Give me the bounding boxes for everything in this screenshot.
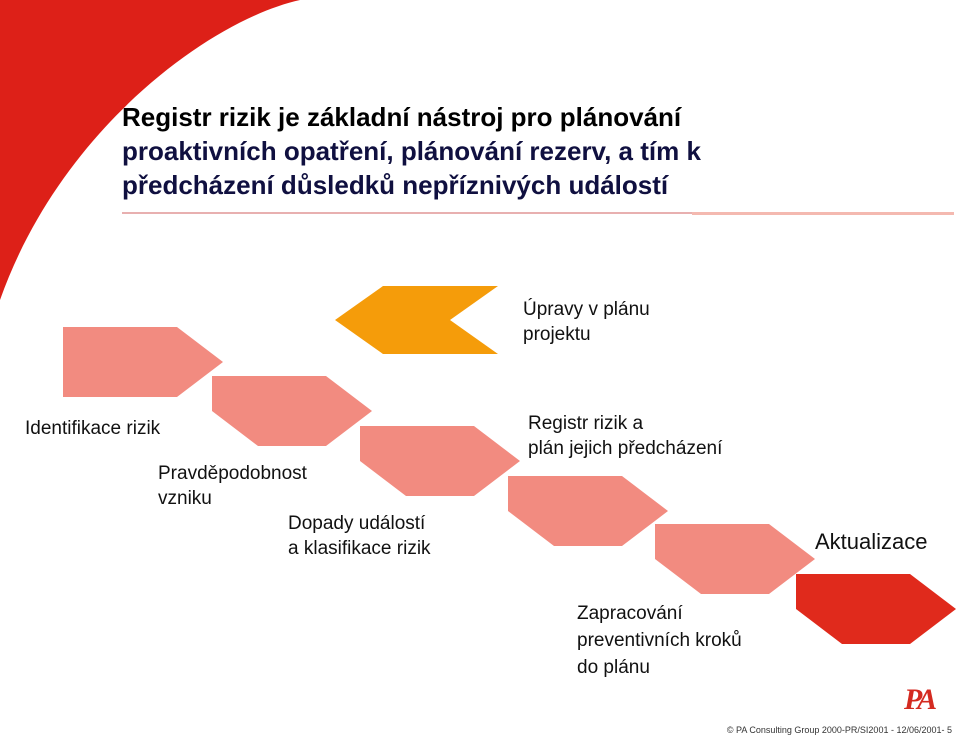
step-arrow-6 bbox=[796, 574, 956, 644]
page-title bbox=[122, 100, 942, 202]
title-underline-light bbox=[692, 212, 954, 215]
footer-copyright: © PA Consulting Group 2000-PR/SI2001 - 12/06/2001- 5 bbox=[726, 725, 952, 735]
title-line-3: předcházení důsledků nepříznivých událostí bbox=[122, 170, 669, 200]
title-line-1: Registr rizik je základní nástroj pro plánování bbox=[122, 102, 682, 132]
step-label-aktualizace: Aktualizace bbox=[815, 529, 928, 554]
step-label-zapracovani: Zapracování preventivních kroků do plánu bbox=[577, 603, 742, 678]
step-label-identifikace: Identifikace rizik bbox=[25, 418, 161, 439]
pa-logo: PA bbox=[904, 683, 935, 716]
step-arrow-3 bbox=[360, 426, 520, 496]
step-label-pravdepodobnost: Pravděpodobnost vzniku bbox=[158, 463, 307, 509]
step-label-dopady: Dopady událostí a klasifikace rizik bbox=[288, 513, 431, 559]
feedback-label: Úpravy v plánu projektu bbox=[523, 299, 650, 345]
feedback-arrow bbox=[335, 286, 498, 354]
step-arrow-5 bbox=[655, 524, 815, 594]
step-label-registr: Registr rizik a plán jejich předcházení bbox=[528, 413, 723, 459]
title-underline-dark bbox=[122, 212, 692, 214]
title-line-2: proaktivních opatření, plánování rezerv, a tím k bbox=[122, 136, 701, 166]
step-arrow-1 bbox=[63, 327, 223, 397]
step-arrow-4 bbox=[508, 476, 668, 546]
step-arrow-2 bbox=[212, 376, 372, 446]
